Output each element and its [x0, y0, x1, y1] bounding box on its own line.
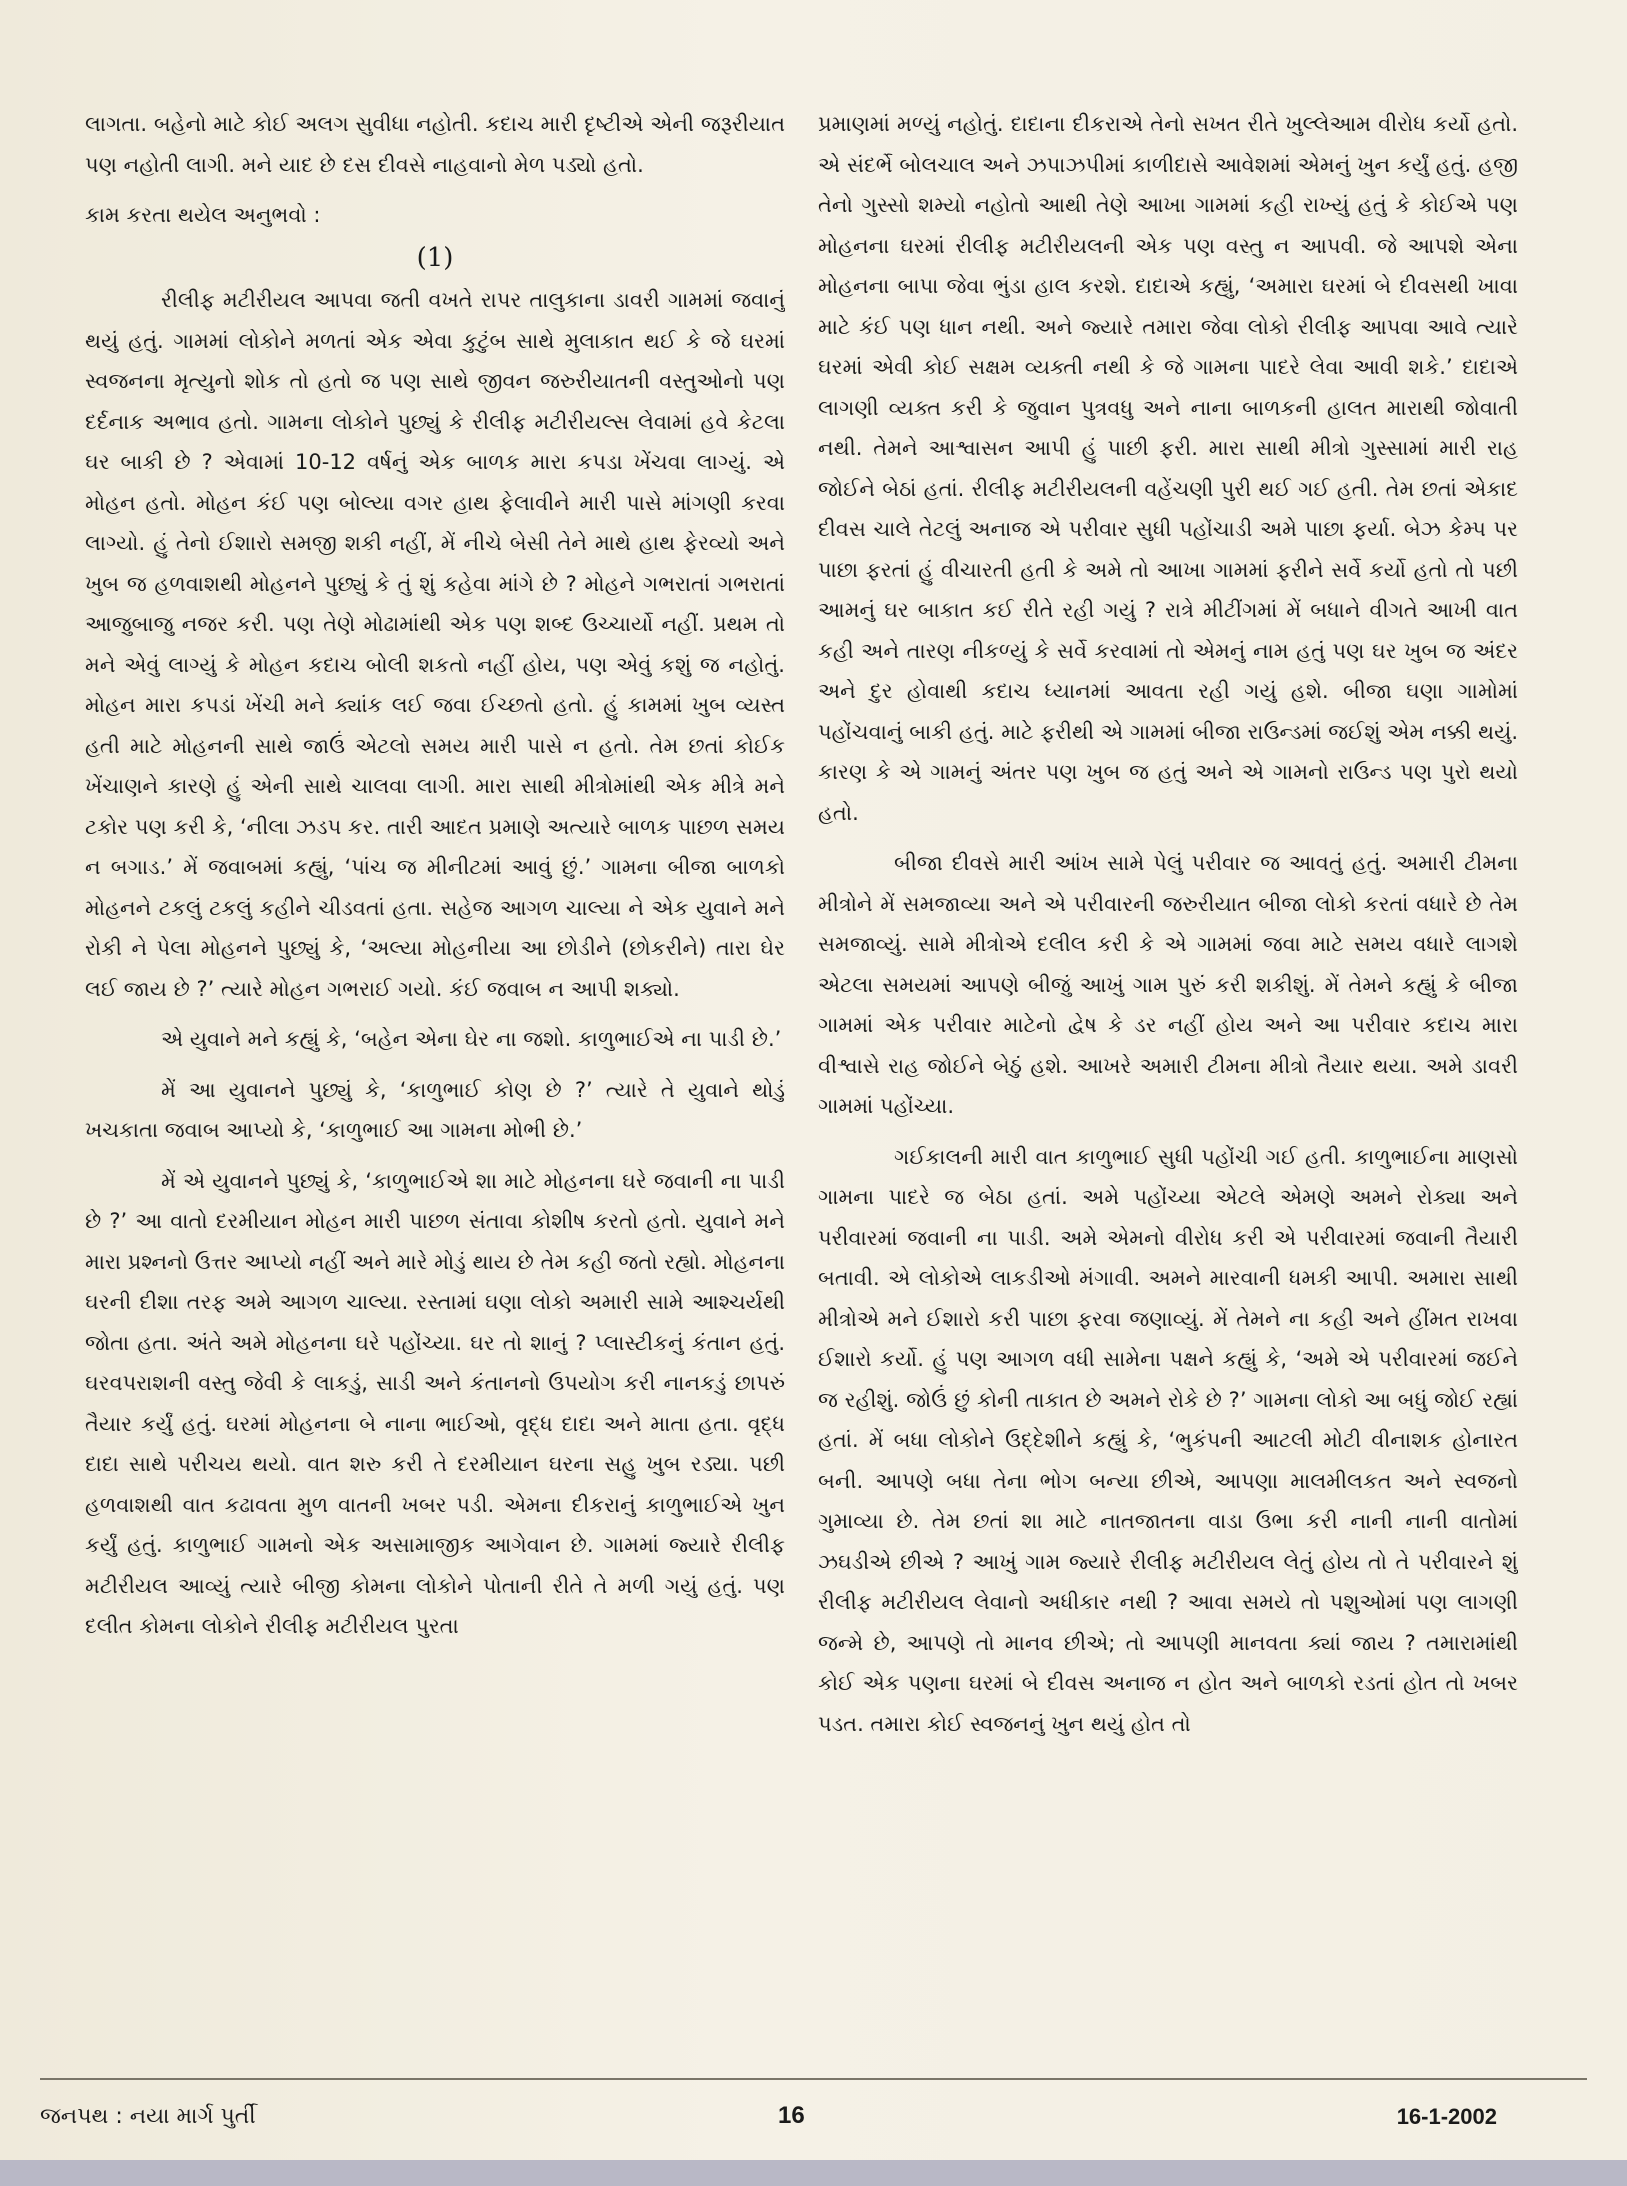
page-number: 16 — [778, 2102, 805, 2129]
paragraph: મેં એ યુવાનને પુછ્યું કે, ‘કાળુભાઈએ શા માટે મોહનના ઘરે જવાની ના પાડી છે ?’ આ વાતો દરમીયાન મોહન મારી પાછળ સંતાવા કોશીષ કરતો હતો. યુવાને મને મારા પ્રશ્નનો ઉત્તર આપ્યો નહીં અને મારે મોડું થાય છે તેમ કહી જતો રહ્યો. મોહનના ઘરની દીશા તરફ અમે આગળ ચાલ્યા. રસ્તામાં ઘણા લોકો અમારી સામે આશ્ચર્યથી જોતા હતા. અંતે અમે મોહનના ઘરે પહોંચ્યા. ઘર તો શાનું ? પ્લાસ્ટીકનું કંતાન હતું. ઘરવપરાશની વસ્તુ જેવી કે લાકડું, સાડી અને કંતાનનો ઉપયોગ કરી નાનકડું છાપરું તૈયાર કર્યું હતું. ઘરમાં મોહનના બે નાના ભાઈઓ, વૃદ્ધ દાદા અને માતા હતા. વૃદ્ધ દાદા સાથે પરીચય થયો. વાત શરુ કરી તે દરમીયાન ઘરના સહુ ખુબ રડ્યા. પછી હળવાશથી વાત કઢાવતા મુળ વાતની ખબર પડી. એમના દીકરાનું કાળુભાઈએ ખુન કર્યું હતું. કાળુભાઈ ગામનો એક અસામાજીક આગેવાન છે. ગામમાં જ્યારે રીલીફ મટીરીયલ આવ્યું ત્યારે બીજી કોમના લોકોને પોતાની રીતે તે મળી ગયું હતું. પણ દલીત કોમના લોકોને રીલીફ મટીરીયલ પુરતા — [85, 1168, 785, 1638]
scan-edge — [0, 2160, 1627, 2186]
right-text-column — [818, 104, 1518, 2056]
section-heading: કામ કરતા થયેલ અનુભવો : — [85, 203, 321, 227]
left-text-column — [85, 104, 785, 2056]
publication-name: જનપથ : નયા માર્ગ પુર્તી — [40, 2104, 256, 2129]
paragraph: ગઈકાલની મારી વાત કાળુભાઈ સુધી પહોંચી ગઈ હતી. કાળુભાઈના માણસો ગામના પાદરે જ બેઠા હતાં. અમે પહોંચ્યા એટલે એમણે અમને રોક્યા અને પરીવારમાં જવાની ના પાડી. અમે એમનો વીરોધ કરી એ પરીવારમાં જવાની તૈયારી બતાવી. એ લોકોએ લાકડીઓ મંગાવી. અમને મારવાની ધમકી આપી. અમારા સાથી મીત્રોએ મને ઈશારો કરી પાછા ફરવા જણાવ્યું. મેં તેમને ના કહી અને હીંમત રાખવા ઈશારો કર્યો. હું પણ આગળ વધી સામેના પક્ષને કહ્યું કે, ‘અમે એ પરીવારમાં જઈને જ રહીશું. જોઉં છું કોની તાકાત છે અમને રોકે છે ?’ ગામના લોકો આ બધું જોઈ રહ્યાં હતાં. મેં બધા લોકોને ઉદ્દેશીને કહ્યું કે, ‘ભુકંપની આટલી મોટી વીનાશક હોનારત બની. આપણે બધા તેના ભોગ બન્યા છીએ, આપણા માલમીલકત અને સ્વજનો ગુમાવ્યા છે. તેમ છતાં શા માટે નાતજાતના વાડા ઉભા કરી નાની નાની વાતોમાં ઝઘડીએ છીએ ? આખું ગામ જ્યારે રીલીફ મટીરીયલ લેતું હોય તો તે પરીવારને શું રીલીફ મટીરીયલ લેવાનો અધીકાર નથી ? આવા સમયે તો પશુઓમાં પણ લાગણી જન્મે છે, આપણે તો માનવ છીએ; તો આપણી માનવતા ક્યાં જાય ? તમારામાંથી કોઈ એક પણના ઘરમાં બે દીવસ અનાજ ન હોત અને બાળકો રડતાં હોત તો ખબર પડત. તમારા કોઈ સ્વજનનું ખુન થયું હોત તો — [818, 1144, 1518, 1736]
paragraph: પ્રમાણમાં મળ્યું નહોતું. દાદાના દીકરાએ તેનો સખત રીતે ખુલ્લેઆમ વીરોધ કર્યો હતો. એ સંદર્ભે બોલચાલ અને ઝપાઝપીમાં કાળીદાસે આવેશમાં એમનું ખુન કર્યું હતું. હજી તેનો ગુસ્સો શમ્યો નહોતો આથી તેણે આખા ગામમાં કહી રાખ્યું હતું કે કોઈએ પણ મોહનના ઘરમાં રીલીફ મટીરીયલની એક પણ વસ્તુ ન આપવી. જે આપશે એના મોહનના બાપા જેવા ભુંડા હાલ કરશે. દાદાએ કહ્યું, ‘અમારા ઘરમાં બે દીવસથી ખાવા માટે કંઈ પણ ધાન નથી. અને જ્યારે તમારા જેવા લોકો રીલીફ આપવા આવે ત્યારે ઘરમાં એવી કોઈ સક્ષમ વ્યક્તી નથી કે જે ગામના પાદરે લેવા આવી શકે.’ દાદાએ લાગણી વ્યક્ત કરી કે જુવાન પુત્રવધુ અને નાના બાળકની હાલત મારાથી જોવાતી નથી. તેમને આશ્વાસન આપી હું પાછી ફરી. મારા સાથી મીત્રો ગુસ્સામાં મારી રાહ જોઈને બેઠાં હતાં. રીલીફ મટીરીયલની વહેંચણી પુરી થઈ ગઈ હતી. તેમ છતાં એકાદ દીવસ ચાલે તેટલું અનાજ એ પરીવાર સુધી પહોંચાડી અમે પાછા ફર્યા. બેઝ કેમ્પ પર પાછા ફરતાં હું વીચારતી હતી કે અમે તો આખા ગામમાં ફરીને સર્વે કર્યો હતો તો પછી આમનું ઘર બાકાત કઈ રીતે રહી ગયું ? રાત્રે મીટીંગમાં મેં બધાને વીગતે આખી વાત કહી અને તારણ નીકળ્યું કે સર્વે કરવામાં તો એમનું નામ હતું પણ ઘર ખુબ જ અંદર અને દુર હોવાથી કદાચ ધ્યાનમાં આવતા રહી ગયું હશે. બીજા ઘણા ગામોમાં પહોંચવાનું બાકી હતું. માટે ફરીથી એ ગામમાં બીજા રાઉન્ડમાં જઈશું એમ નક્કી થયું. કારણ કે એ ગામનું અંતર પણ ખુબ જ હતું અને એ ગામનો રાઉન્ડ પણ પુરો થયો હતો. — [818, 112, 1518, 825]
paragraph: રીલીફ મટીરીયલ આપવા જતી વખતે રાપર તાલુકાના ડાવરી ગામમાં જવાનું થયું હતું. ગામમાં લોકોને મળતાં એક એવા કુટુંબ સાથે મુલાકાત થઈ કે જે ઘરમાં સ્વજનના મૃત્યુનો શોક તો હતો જ પણ સાથે જીવન જરુરીયાતની વસ્તુઓનો પણ દર્દનાક અભાવ હતો. ગામના લોકોને પુછ્યું કે રીલીફ મટીરીયલ્સ લેવામાં હવે કેટલા ઘર બાકી છે ? એવામાં 10-12 વર્ષનું એક બાળક મારા કપડા ખેંચવા લાગ્યું. એ મોહન હતો. મોહન કંઈ પણ બોલ્યા વગર હાથ ફેલાવીને મારી પાસે માંગણી કરવા લાગ્યો. હું તેનો ઈશારો સમજી શકી નહીં, મેં નીચે બેસી તેને માથે હાથ ફેરવ્યો અને ખુબ જ હળવાશથી મોહનને પુછ્યું કે તું શું કહેવા માંગે છે ? મોહને ગભરાતાં ગભરાતાં આજુબાજુ નજર કરી. પણ તેણે મોઢામાંથી એક પણ શબ્દ ઉચ્ચાર્યો નહીં. પ્રથમ તો મને એવું લાગ્યું કે મોહન કદાચ બોલી શકતો નહીં હોય, પણ એવું કશું જ નહોતું. મોહન મારા કપડાં ખેંચી મને ક્યાંક લઈ જવા ઈચ્છતો હતો. હું કામમાં ખુબ વ્યસ્ત હતી માટે મોહનની સાથે જાઉં એટલો સમય મારી પાસે ન હતો. તેમ છતાં કોઈક ખેંચાણને કારણે હું એની સાથે ચાલવા લાગી. મારા સાથી મીત્રોમાંથી એક મીત્રે મને ટકોર પણ કરી કે, ‘નીલા ઝડપ કર. તારી આદત પ્રમાણે અત્યારે બાળક પાછળ સમય ન બગાડ.’ મેં જવાબમાં કહ્યું, ‘પાંચ જ મીનીટમાં આવું છું.’ ગામના બીજા બાળકો મોહનને ટકલું ટકલું કહીને ચીડવતાં હતા. સહેજ આગળ ચાલ્યા ને એક યુવાને મને રોકી ને પેલા મોહનને પુછ્યું કે, ‘અલ્યા મોહનીયા આ છોડીને (છોકરીને) તારા ઘેર લઈ જાય છે ?’ ત્યારે મોહન ગભરાઈ ગયો. કંઈ જવાબ ન આપી શક્યો. — [85, 288, 785, 1001]
paragraph: બીજા દીવસે મારી આંખ સામે પેલું પરીવાર જ આવતું હતું. અમારી ટીમના મીત્રોને મેં સમજાવ્યા અને એ પરીવારની જરુરીયાત બીજા લોકો કરતાં વધારે છે તેમ સમજાવ્યું. સામે મીત્રોએ દલીલ કરી કે એ ગામમાં જવા માટે સમય વધારે લાગશે એટલા સમયમાં આપણે બીજું આખું ગામ પુરું કરી શકીશું. મેં તેમને કહ્યું કે બીજા ગામમાં એક પરીવાર માટેનો દ્વેષ કે ડર નહીં હોય અને આ પરીવાર કદાચ મારા વીશ્વાસે રાહ જોઈને બેઠું હશે. આખરે અમારી ટીમના મીત્રો તૈયાર થયા. અમે ડાવરી ગામમાં પહોંચ્યા. — [818, 851, 1518, 1118]
footer-rule — [40, 2078, 1587, 2120]
paragraph: મેં આ યુવાનને પુછ્યું કે, ‘કાળુભાઈ કોણ છે ?’ ત્યારે તે યુવાને થોડું ખચકાતા જવાબ આપ્યો કે, ‘કાળુભાઈ આ ગામના મોભી છે.’ — [85, 1077, 785, 1142]
paragraph: એ યુવાને મને કહ્યું કે, ‘બહેન એના ઘેર ના જશો. કાળુભાઈએ ના પાડી છે.’ — [161, 1027, 782, 1051]
section-number: (1) — [416, 242, 454, 273]
paragraph: લાગતા. બહેનો માટે કોઈ અલગ સુવીધા નહોતી. કદાચ મારી દૃષ્ટીએ એની જરૂરીયાત પણ નહોતી લાગી. મને યાદ છે દસ દીવસે નાહવાનો મેળ પડ્યો હતો. — [85, 112, 785, 177]
issue-date: 16-1-2002 — [1396, 2104, 1497, 2129]
